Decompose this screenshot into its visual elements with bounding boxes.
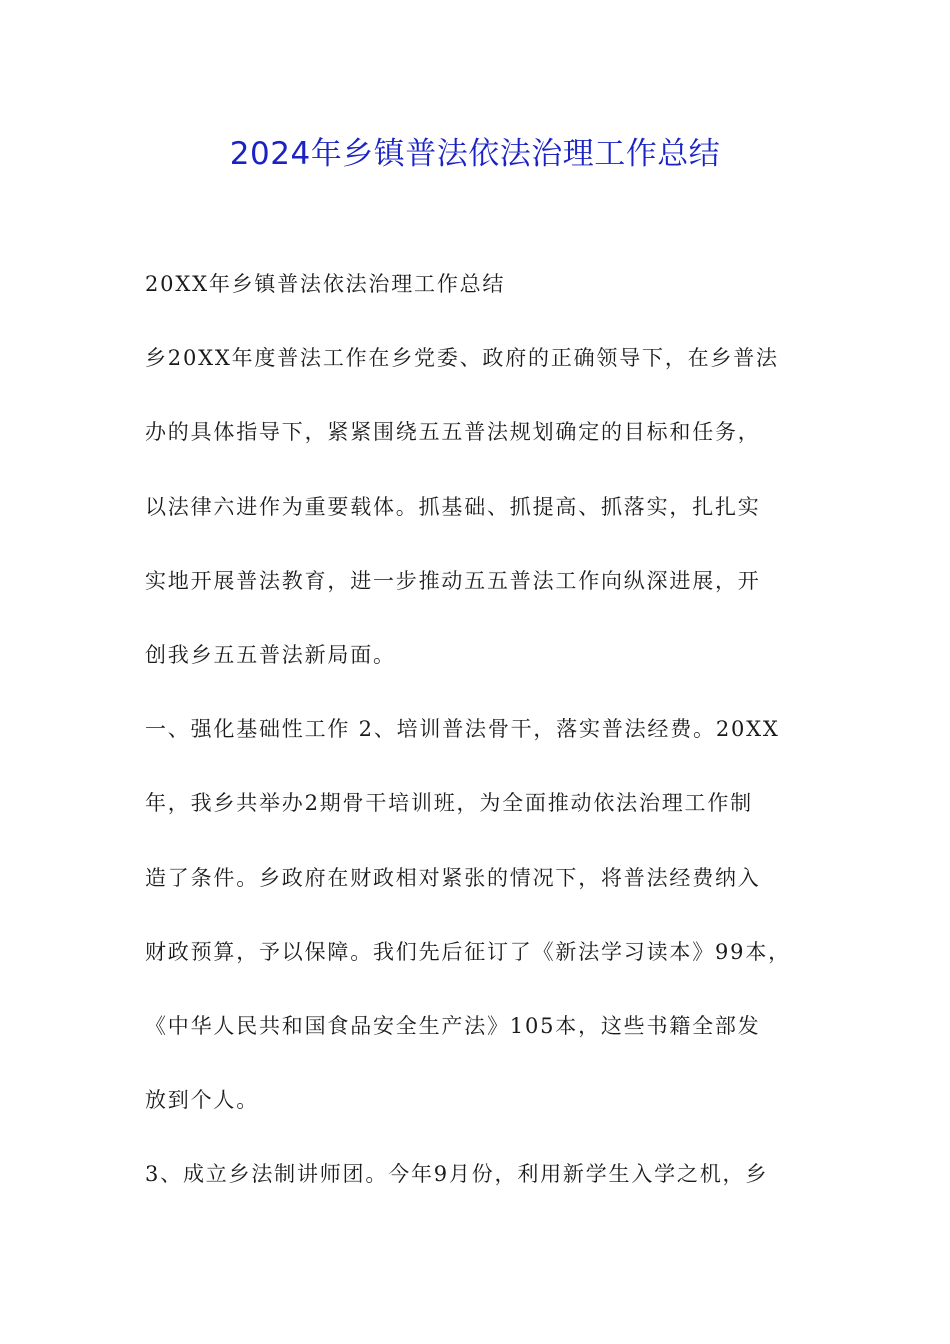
body-line: 乡20XX年度普法工作在乡党委、政府的正确领导下，在乡普法 <box>145 346 779 371</box>
body-line: 造了条件。乡政府在财政相对紧张的情况下，将普法经费纳入 <box>145 865 761 890</box>
body-line: 《中华人民共和国食品安全生产法》105本，这些书籍全部发 <box>145 1013 761 1038</box>
body-line: 办的具体指导下，紧紧围绕五五普法规划确定的目标和任务， <box>145 420 761 445</box>
document-title: 2024年乡镇普法依法治理工作总结 <box>229 136 721 172</box>
document-body <box>145 258 815 1222</box>
body-line: 3、成立乡法制讲师团。今年9月份，利用新学生入学之机，乡 <box>145 1162 769 1187</box>
body-line: 财政预算，予以保障。我们先后征订了《新法学习读本》99本， <box>145 939 791 964</box>
body-line: 创我乡五五普法新局面。 <box>145 642 396 667</box>
body-line: 一、强化基础性工作 2、培训普法骨干，落实普法经费。20XX <box>145 717 780 742</box>
body-line: 年，我乡共举办2期骨干培训班，为全面推动依法治理工作制 <box>145 791 753 816</box>
body-line: 20XX年乡镇普法依法治理工作总结 <box>145 272 506 296</box>
body-line: 放到个人。 <box>145 1088 259 1113</box>
body-line: 实地开展普法教育，进一步推动五五普法工作向纵深进展，开 <box>145 568 761 593</box>
body-line: 以法律六进作为重要载体。抓基础、抓提高、抓落实，扎扎实 <box>145 494 761 519</box>
